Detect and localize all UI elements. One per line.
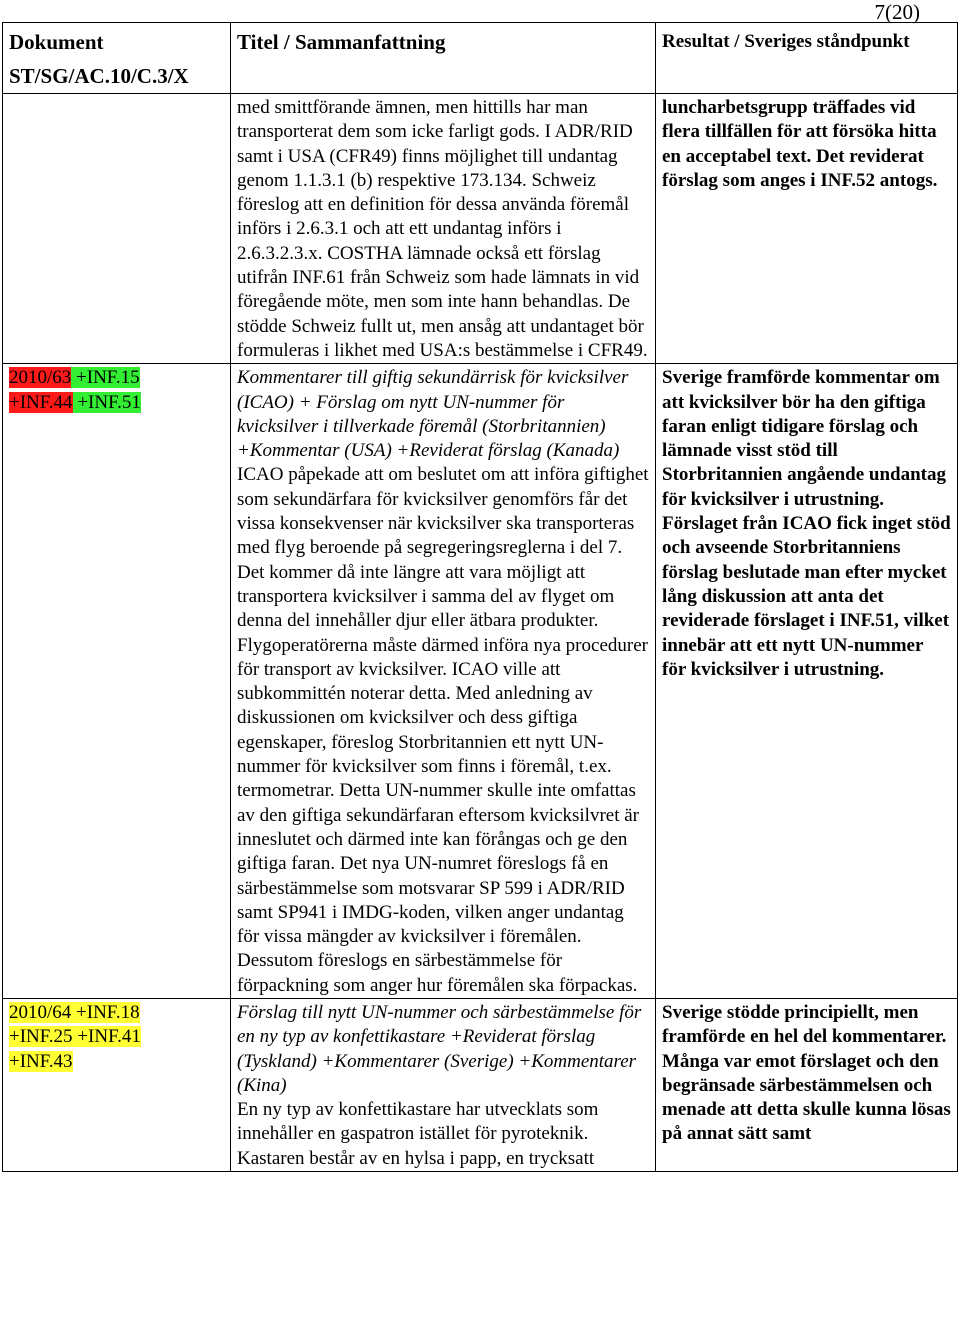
table-header-row (3, 23, 958, 94)
doc-ref-highlight: +INF.51 (72, 391, 141, 413)
result-cell (656, 364, 958, 999)
result-text: Sverige stödde principiellt, men framförde en hel del kommentarer. Många var emot förslaget och den begränsade särbestämmelsen och menade att detta skulle kunna lösas på annat sätt samt (662, 1001, 951, 1145)
header-document-series: ST/SG/AC.10/C.3/X (9, 64, 189, 88)
summary-body: med smittförande ämnen, men hittills har man transporterat dem som icke farligt gods. I ADR/RID samt i USA (CFR49) finns möjlighet till undantag genom 1.1.3.1 (b) respektive 173.134. Schweiz föreslog att en definition för dessa använda föremål införs i 2.6.3.1 och att ett undantag införs i 2.6.3.2.3.x. COSTHA lämnade också ett förslag utifrån INF.61 från Schweiz som hade lämnats in vid föregående möte, men som inte hann behandlas. De stödde Schweiz fullt ut, men ansåg att undantaget bör formuleras i likhet med USA:s bestämmelse i CFR49. (237, 97, 648, 361)
doc-ref-highlight: +INF.25 +INF.41 (9, 1026, 141, 1048)
header-document (3, 23, 231, 94)
table-row (3, 998, 958, 1171)
header-title: Titel / Sammanfattning (231, 23, 656, 94)
summary-cell (231, 94, 656, 364)
table-row (3, 94, 958, 364)
document-ref-cell (3, 998, 231, 1171)
document-ref-cell (3, 364, 231, 999)
summary-title: Förslag till nytt UN-nummer och särbestämmelse för en ny typ av konfettikastare +Reviderat förslag (Tyskland) +Kommentarer (Sverige) +Kommentarer (Kina) (237, 1001, 642, 1096)
summary-cell (231, 364, 656, 999)
document-ref-cell (3, 94, 231, 364)
doc-ref-highlight: +INF.43 (9, 1050, 73, 1072)
doc-ref-highlight: +INF.44 (9, 391, 73, 413)
header-document-label: Dokument (9, 30, 104, 54)
table-row (3, 364, 958, 999)
summary-title: Kommentarer till giftig sekundärrisk för kvicksilver (ICAO) + Förslag om nytt UN-nummer för kvicksilver i tillverkade föremål (Storbritannien) +Kommentar (USA) +Reviderat förslag (Kanada) (237, 367, 629, 462)
page-number: 7(20) (874, 0, 920, 24)
result-text: luncharbetsgrupp träffades vid flera tillfällen för att försöka hitta en acceptabel text. Det reviderat förslag som anges i INF.52 antogs. (662, 97, 938, 191)
doc-ref-highlight: 2010/63 (9, 367, 72, 389)
summary-cell (231, 998, 656, 1171)
doc-ref-highlight: 2010/64 +INF.18 (9, 1001, 140, 1023)
header-result: Resultat / Sveriges ståndpunkt (656, 23, 958, 94)
result-cell (656, 998, 958, 1171)
document-table (2, 22, 958, 1172)
result-cell (656, 94, 958, 364)
doc-ref-highlight: +INF.15 (71, 367, 140, 389)
result-text: Sverige framförde kommentar om att kvicksilver bör ha den giftiga faran enligt tidigare förslag och lämnade visst stöd till Storbritannien angående undantag för kvicksilver i utrustning. Förslaget från ICAO fick inget stöd och avseende Storbritanniens förslag beslutade man efter mycket lång diskussion att anta det reviderade förslaget i INF.51, vilket innebär att ett nytt UN-nummer för kvicksilver i utrustning. (662, 367, 951, 680)
summary-body: ICAO påpekade att om beslutet om att införa giftighet som sekundärfara för kvicksilver genomförs får det vissa konsekvenser när kvicksilver ska transporteras med flyg beroende på segregeringsreglerna i del 7. Det kommer då inte längre att vara möjligt att transportera kvicksilver i samma del av flyget om denna del innehåller djur eller ätbara produkter. Flygoperatörerna måste därmed införa nya procedurer för transport av kvicksilver. ICAO ville att subkommittén noterar detta. Med anledning av diskussionen om kvicksilver och dess giftiga egenskaper, föreslog Storbritannien ett nytt UN-nummer för kvicksilver som finns i föremål, t.ex. termometrar. Detta UN-nummer skulle inte omfattas av den giftiga sekundärfaran eftersom kvicksilvret är inneslutet och därmed inte kan förångas och ge den giftiga faran. Det nya UN-numret föreslogs få en särbestämmelse som motsvarar SP 599 i ADR/RID samt SP941 i IMDG-koden, vilken anger undantag för vissa mängder av kvicksilver i föremålen. Dessutom föreslogs en särbestämmelse för förpackning som anger hur föremålen ska förpackas. (237, 464, 649, 996)
summary-body: En ny typ av konfettikastare har utvecklats som innehåller en gaspatron istället för pyroteknik. Kastaren består av en hylsa i papp, en trycksatt (237, 1099, 599, 1169)
